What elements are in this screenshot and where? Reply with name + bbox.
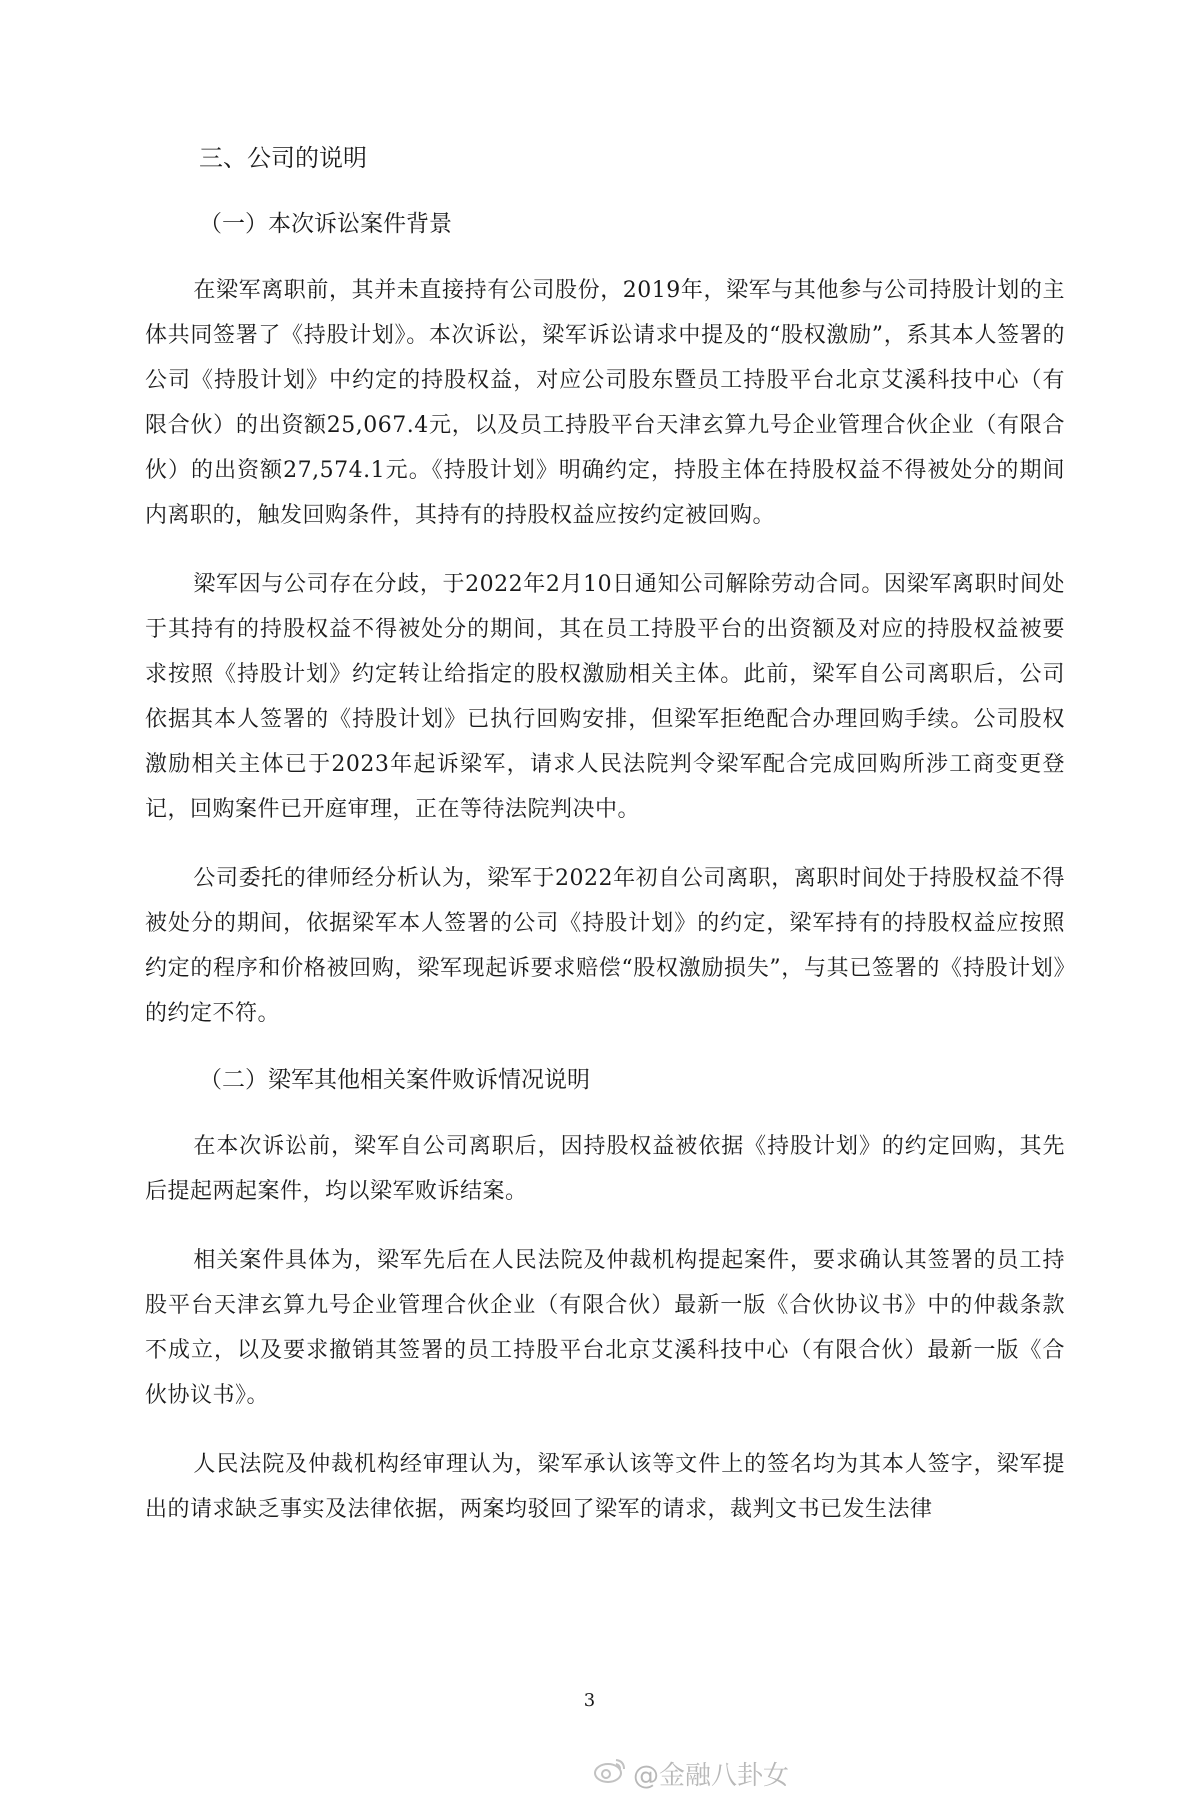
page-number: 3 xyxy=(583,1690,596,1711)
section-title: 三、公司的说明 xyxy=(199,144,367,172)
paragraph-shareholding-plan: 在梁军离职前，其并未直接持有公司股份，2019年，梁军与其他参与公司持股计划的主体共同签署了《持股计划》。本次诉讼，梁军诉讼请求中提及的“股权激励”，系其本人签署的公司《持股计划》中约定的持股权益，对应公司股东暨员工持股平台北京艾溪科技中心（有限合伙）的出资额25,067.4元，以及员工持股平台天津玄算九号企业管理合伙企业（有限合伙）的出资额27,574.1元。《持股计划》明确约定，持股主体在持股权益不得被处分的期间内离职的，触发回购条件，其持有的持股权益应按约定被回购。 xyxy=(145,278,1065,528)
paragraph-resignation: 梁军因与公司存在分歧，于2022年2月10日通知公司解除劳动合同。因梁军离职时间处于其持有的持股权益不得被处分的期间，其在员工持股平台的出资额及对应的持股权益被要求按照《持股计划》约定转让给指定的股权激励相关主体。此前，梁军自公司离职后，公司依据其本人签署的《持股计划》已执行回购安排，但梁军拒绝配合办理回购手续。公司股权激励相关主体已于2023年起诉梁军，请求人民法院判令梁军配合完成回购所涉工商变更登记，回购案件已开庭审理，正在等待法院判决中。 xyxy=(145,572,1065,822)
paragraph-prior-cases: 在本次诉讼前，梁军自公司离职后，因持股权益被依据《持股计划》的约定回购，其先后提起两起案件，均以梁军败诉结案。 xyxy=(145,1134,1065,1204)
paragraph-case-details: 相关案件具体为，梁军先后在人民法院及仲裁机构提起案件，要求确认其签署的员工持股平台天津玄算九号企业管理合伙企业（有限合伙）最新一版《合伙协议书》中的仲裁条款不成立，以及要求撤销其签署的员工持股平台北京艾溪科技中心（有限合伙）最新一版《合伙协议书》。 xyxy=(145,1248,1065,1408)
document-body xyxy=(145,138,1065,1556)
paragraph-court-ruling: 人民法院及仲裁机构经审理认为，梁军承认该等文件上的签名均为其本人签字，梁军提出的请求缺乏事实及法律依据，两案均驳回了梁军的请求，裁判文书已发生法律 xyxy=(145,1452,1065,1522)
watermark-text: @金融八卦女 xyxy=(632,1761,789,1791)
weibo-icon xyxy=(593,1756,627,1791)
paragraph-lawyer-analysis: 公司委托的律师经分析认为，梁军于2022年初自公司离职，离职时间处于持股权益不得被处分的期间，依据梁军本人签署的公司《持股计划》的约定，梁军持有的持股权益应按照约定的程序和价格被回购，梁军现起诉要求赔偿“股权激励损失”，与其已签署的《持股计划》的约定不符。 xyxy=(145,866,1065,1026)
watermark xyxy=(593,1755,789,1792)
subsection-title-background: （一）本次诉讼案件背景 xyxy=(199,211,452,237)
subsection-title-other-cases: （二）梁军其他相关案件败诉情况说明 xyxy=(199,1067,590,1093)
